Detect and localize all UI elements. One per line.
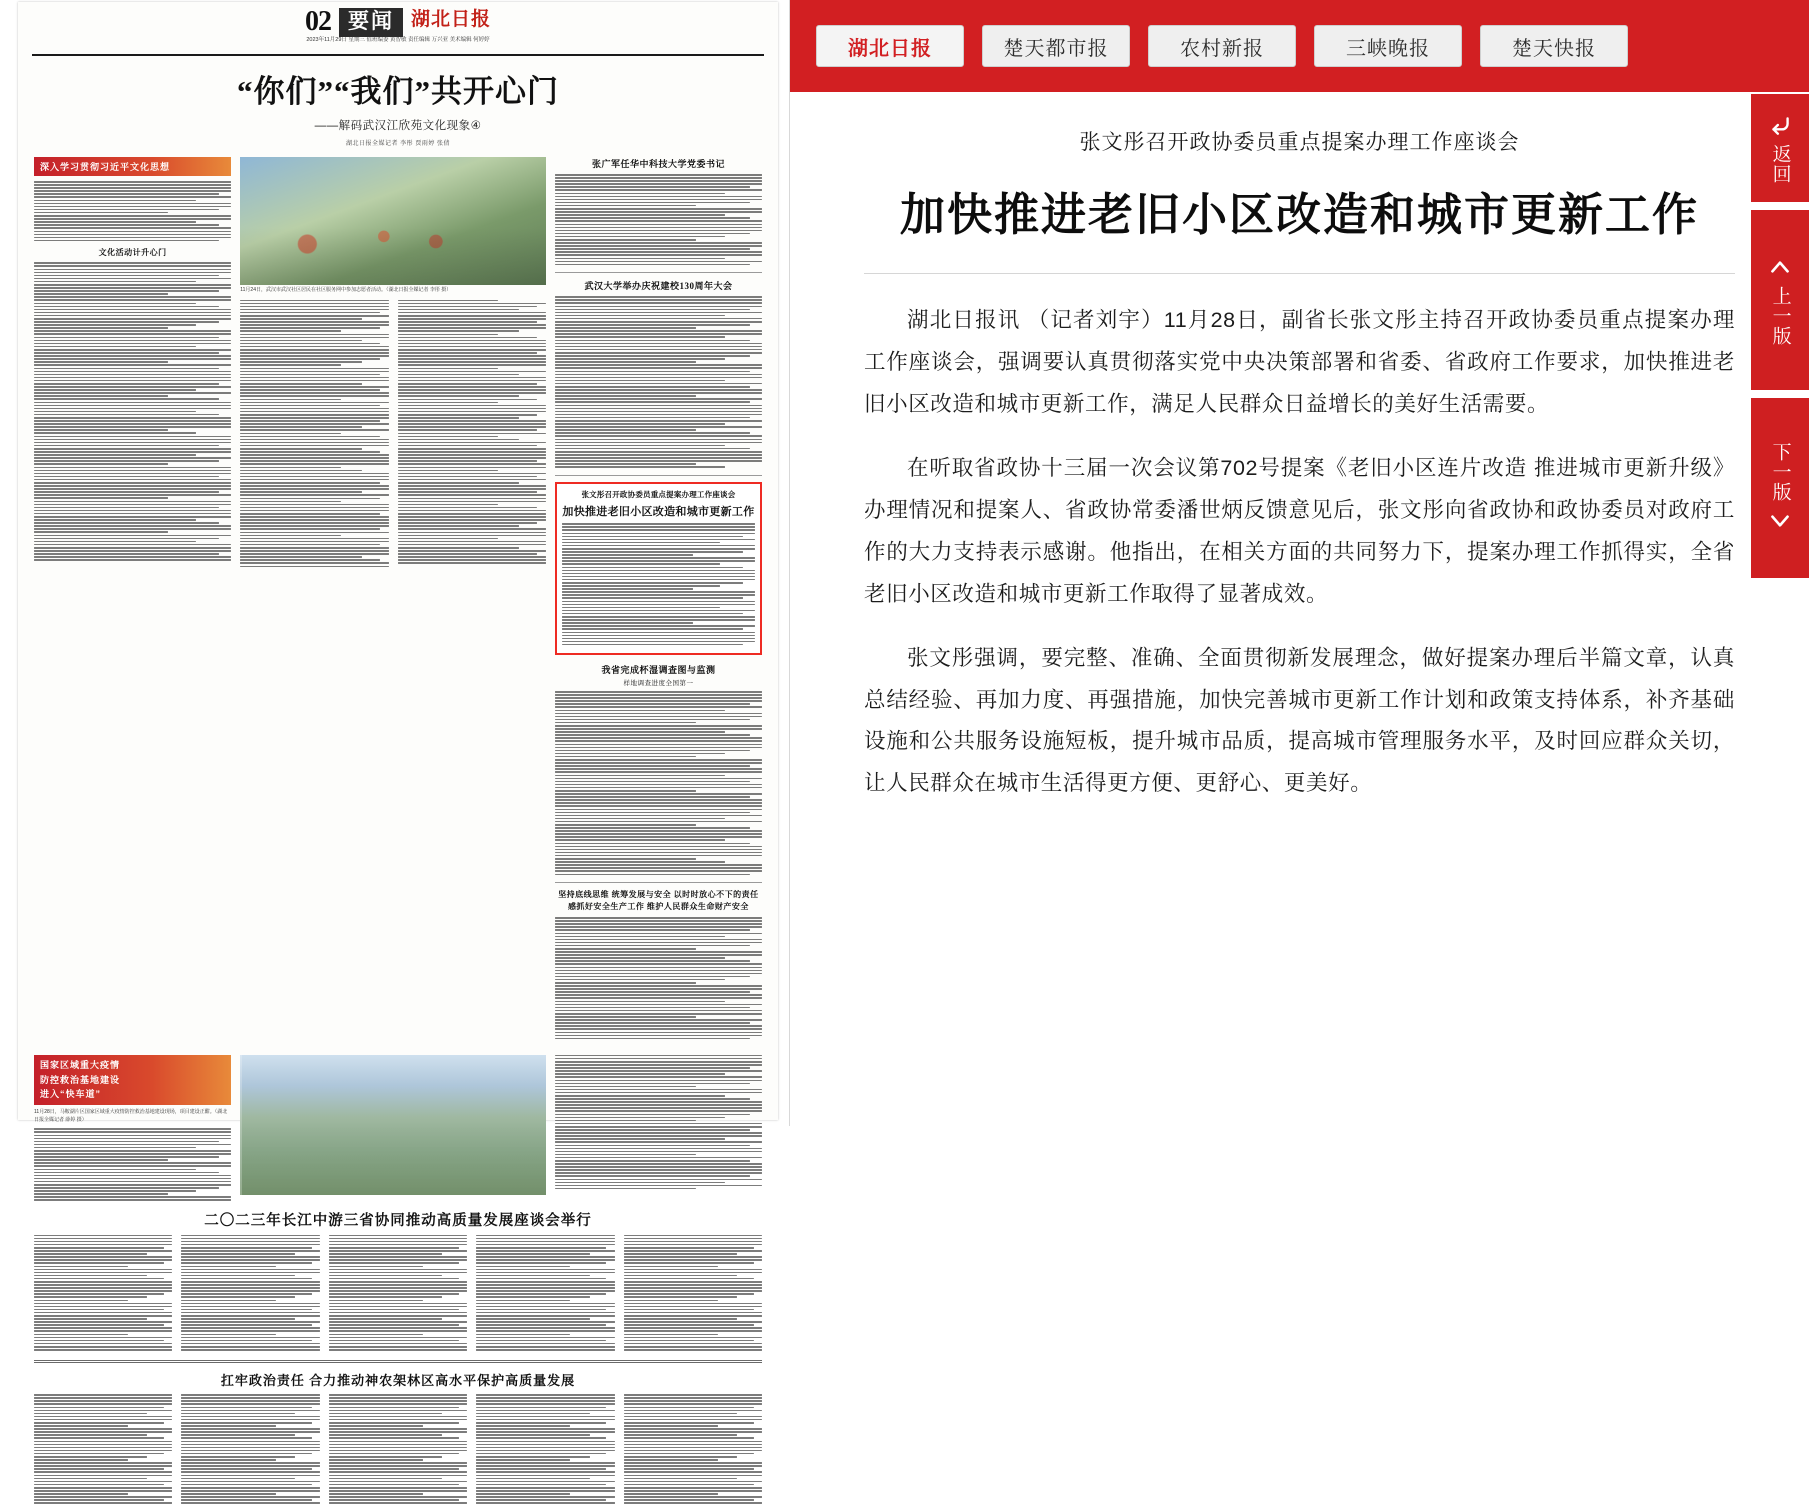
page-lower-photo-row [18,1049,778,1203]
article-body [864,300,1735,805]
lead-byline: 湖北日报全媒记者 李彤 贾雨婷 张倩 [345,141,450,147]
article-paragraph: 张文彤强调，要完整、准确、全面贯彻新发展理念，做好提案办理后半篇文章，认真总结经验、再加力度、再强措施，加快完善城市更新工作计划和政策支持体系，补齐基础设施和公共服务设施短板，提升城市品质，提高城市管理服务水平，及时回应群众关切，让人民群众在城市生活得更方便、更舒心、更美好。 [864,645,1735,796]
highlight-title: 加快推进老旧小区改造和城市更新工作 [562,506,755,519]
body-text-block [240,300,546,568]
column-headline-zhanggj[interactable]: 张广军任华中科技大学党委书记 [591,159,725,169]
article-divider [864,273,1735,274]
body-text-block [624,1394,762,1505]
chevron-down-icon [1767,508,1793,534]
banner-line-1: 国家区域重大疫情 [40,1059,121,1070]
lead-headline-zone[interactable] [18,56,778,151]
body-text-block [34,1394,172,1505]
body-text-block [555,691,762,875]
tab-label: 三峡晚报 [1346,37,1430,60]
highlight-kicker: 张文彤召开政协委员重点提案办理工作座谈会 [581,489,736,499]
body-text-block [34,181,231,241]
column-headline-safety[interactable]: 坚持底线思维 统筹发展与安全 以时时放心不下的责任感抓好安全生产工作 维护人民群众生命财产安全 [558,890,759,912]
news-photo-playground[interactable] [240,157,546,285]
red-banner-2 [34,1055,231,1106]
tab-rural-news[interactable] [1148,25,1296,67]
red-banner: 深入学习贯彻习近平文化思想 [34,157,231,176]
wide-headline-1[interactable]: 二〇二三年长江中游三省协同推动高质量发展座谈会举行 [204,1212,592,1229]
prev-page-label: 上一版 [1769,286,1791,346]
tab-chutian-metro[interactable] [982,25,1130,67]
wide-headline-2[interactable]: 扛牢政治责任 合力推动神农架林区高水平保护高质量发展 [220,1373,576,1389]
article-paragraph: 湖北日报讯 （记者刘宇）11月28日，副省长张文彤主持召开政协委员重点提案办理工作座谈会，强调要认真贯彻落实党中央决策部署和省委、省政府工作要求，加快推进老旧小区改造和城市更新工作，满足人民群众日益增长的美好生活需要。 [864,308,1735,416]
tab-label: 湖北日报 [848,37,932,60]
chevron-up-icon [1767,254,1793,280]
tab-three-gorges-evening[interactable] [1314,25,1462,67]
body-text-block [181,1235,319,1353]
next-page-label: 下一版 [1769,442,1791,502]
body-text-block [562,523,755,645]
paper-tabs [790,0,1809,92]
body-text-block [329,1235,467,1353]
tab-label: 楚天快报 [1512,37,1596,60]
tab-chutian-express[interactable] [1480,25,1628,67]
banner-line-3: 进入“快车道” [40,1089,102,1100]
article-title: 加快推进老旧小区改造和城市更新工作 [899,190,1699,240]
reader-toolbar [1751,94,1809,578]
masthead [32,6,764,56]
column-subhead-wetland: 样地调查进度全国第一 [623,679,694,687]
tab-label: 农村新报 [1180,37,1264,60]
lead-headline: “你们”“我们”共开心门 [237,74,559,109]
selected-article-highlight[interactable] [555,482,762,655]
reader-pane [790,0,1809,1126]
column-subhead: 文化活动计升心门 [98,248,167,258]
lower-photo-col[interactable] [240,1055,546,1203]
body-text-block [555,296,762,468]
masthead-meta: 2023年11月29日 星期三 值班编委 黄智敏 责任编辑 万兴亚 美术编辑 何婷婷 [306,37,490,43]
column-headline-wetland[interactable]: 我省完成杯湿调查图与监测 [601,664,716,675]
body-text-block [555,174,762,265]
back-button-label: 返回 [1769,144,1791,184]
page-columns [18,151,778,1041]
body-text-block [181,1394,319,1505]
body-text-block [555,1055,762,1190]
divider [555,882,762,883]
article-paragraph: 在听取省政协十三届一次会议第702号提案《老旧小区连片改造 推进城市更新升级》办理情况和提案人、省政协常委潘世炳反馈意见后，张文彤向省政协和政协委员对政府工作的大力支持表示感谢。他指出，在相关方面的共同努力下，提案办理工作抓得实，全省老旧小区改造和城市更新工作取得了显著成效。 [864,455,1735,606]
photo-caption-2: 11月28日，马鞍湖片区国家区域重大疫情防控救治基地建设现场，项目建设正酣。（湖北日报全媒记者 薛婷 摄） [34,1109,228,1123]
lower-banner-col [34,1055,231,1203]
wide-story-2-columns [18,1394,778,1505]
page-column-2 [240,157,546,1041]
photo-caption: 11月24日，武汉市武汉社区居民在社区服务网中参加志愿者活动。（湖北日报全媒记者 李彤 摄） [240,287,452,293]
page-number: 02 [304,6,331,37]
section-label: 要闻 [339,8,403,37]
lead-subhead: ——解码武汉江欣苑文化现象④ [314,120,482,132]
page-column-1 [34,157,231,1041]
prev-page-button[interactable] [1751,210,1809,390]
news-photo-city[interactable] [240,1055,546,1195]
divider [555,475,762,476]
body-text-block [34,1128,231,1201]
body-text-block [34,1235,172,1353]
tab-hubei-daily[interactable] [816,25,964,67]
body-text-block [34,262,231,561]
masthead-logo: 湖北日报 [410,9,492,30]
body-text-block [476,1235,614,1353]
banner-line-2: 防控救治基地建设 [40,1074,121,1085]
article-kicker: 张文彤召开政协委员重点提案办理工作座谈会 [1079,131,1520,154]
back-button[interactable] [1751,94,1809,202]
body-text-block [329,1394,467,1505]
body-text-block [624,1235,762,1353]
lower-text-col [555,1055,762,1203]
divider [555,272,762,273]
body-text-block [476,1394,614,1505]
article-view [790,92,1809,805]
newspaper-sheet[interactable] [18,2,778,1389]
wide-story-1-columns [18,1235,778,1353]
body-text-block [555,917,762,1039]
masthead-center [305,8,491,37]
divider-double [34,1360,762,1363]
newspaper-page-pane[interactable] [0,0,790,1389]
column-headline-whu[interactable]: 武汉大学举办庆祝建校130周年大会 [584,281,733,292]
next-page-button[interactable] [1751,398,1809,578]
tab-label: 楚天都市报 [1003,37,1109,60]
back-arrow-icon [1767,112,1793,138]
page-column-3 [555,157,762,1041]
